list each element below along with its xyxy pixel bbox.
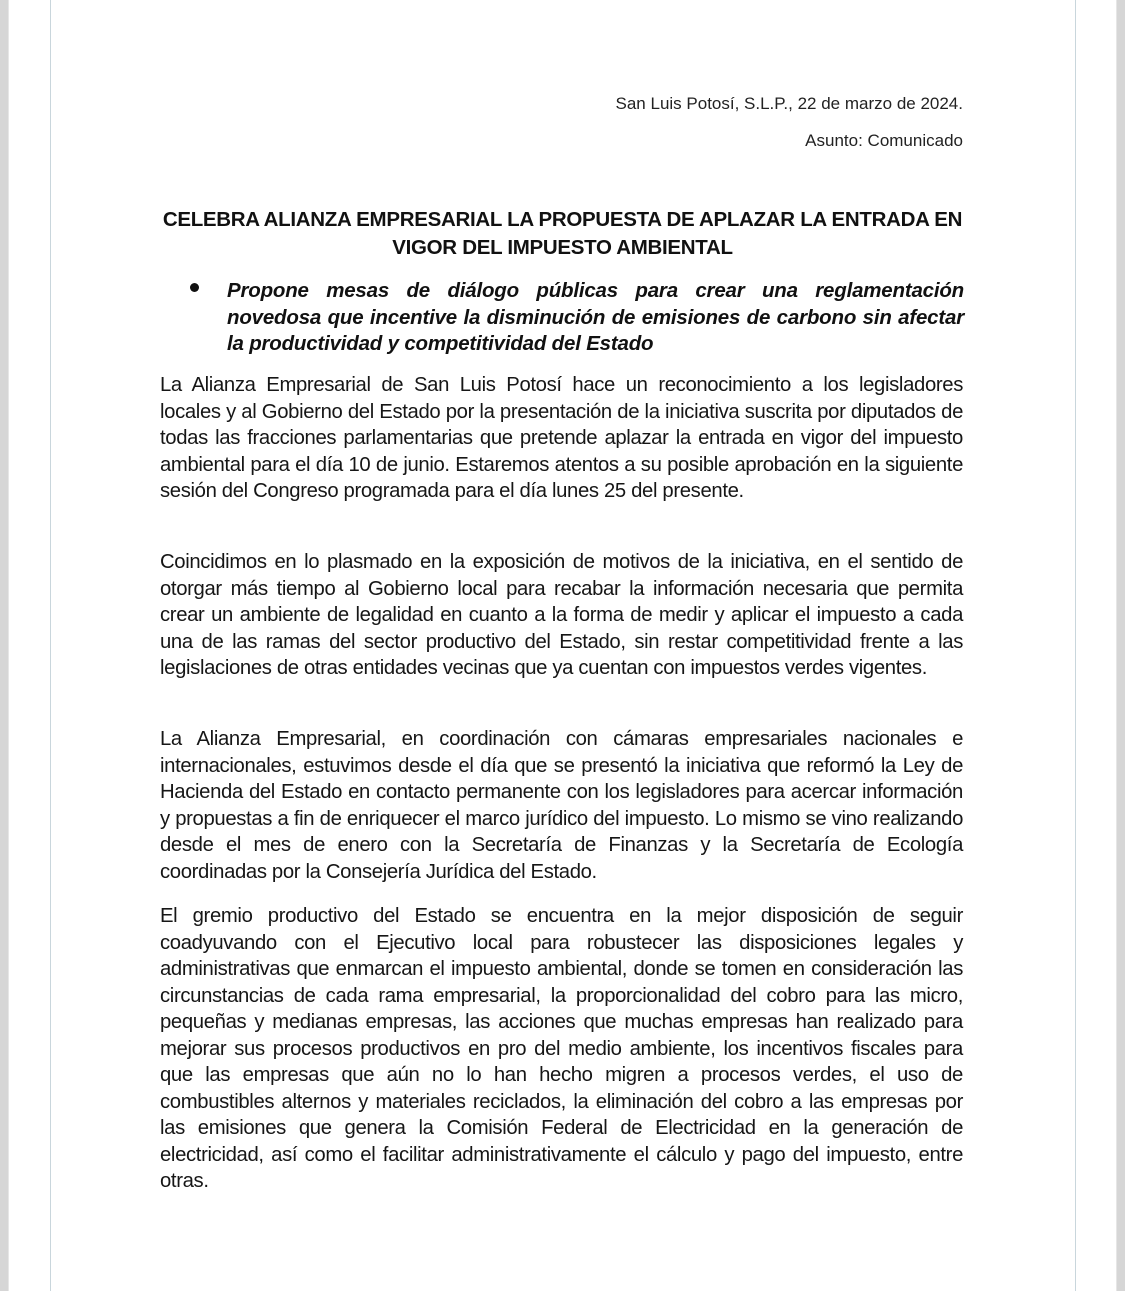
bullet-text: Propone mesas de diálogo públicas para crear una reglamentación novedosa que incentive la disminución de emisiones de carbono sin afectar la productividad y competitividad del Estado [227,279,964,355]
place-and-date: San Luis Potosí, S.L.P., 22 de marzo de 2024. [615,94,963,113]
bullet-dot-icon [190,283,199,292]
document-title: CELEBRA ALIANZA EMPRESARIAL LA PROPUESTA DE APLAZAR LA ENTRADA EN VIGOR DEL IMPUESTO AMBIENTAL [162,208,963,259]
subject-line: Asunto: Comunicado [805,131,963,150]
left-margin-guide [50,0,51,1291]
paragraph-3: La Alianza Empresarial, en coordinación con cámaras empresariales nacionales e internacionales, estuvimos desde el día que se presentó la iniciativa que reformó la Ley de Hacienda del Estado en contacto permanente con los legisladores para acercar información y propuestas a fin de enriquecer el marco jurídico del impuesto. Lo mismo se vino realizando desde el mes de enero con la Secretaría de Finanzas y la Secretaría de Ecología coordinadas por la Consejería Jurídica del Estado. [160,728,963,883]
paragraph-1: La Alianza Empresarial de San Luis Potosí hace un reconocimiento a los legisladores locales y al Gobierno del Estado por la presentación de la iniciativa suscrita por diputados de todas las fracciones parlamentarias que pretende aplazar la entrada en vigor del impuesto ambiental para el día 10 de junio. Estaremos atentos a su posible aprobación en la siguiente sesión del Congreso programada para el día lunes 25 del presente. [160,374,963,502]
right-margin-guide [1075,0,1076,1291]
paragraph-2: Coincidimos en lo plasmado en la exposición de motivos de la iniciativa, en el sentido de otorgar más tiempo al Gobierno local para recabar la información necesaria que permita crear un ambiente de legalidad en cuanto a la forma de medir y aplicar el impuesto a cada una de las ramas del sector productivo del Estado, sin restar competitividad frente a las legislaciones de otras entidades vecinas que ya cuentan con impuestos verdes vigentes. [160,551,963,679]
paragraph-4: El gremio productivo del Estado se encuentra en la mejor disposición de seguir coadyuvando con el Ejecutivo local para robustecer las disposiciones legales y administrativas que enmarcan el impuesto ambiental, donde se tomen en consideración las circunstancias de cada rama empresarial, la proporcionalidad del cobro para las micro, pequeñas y medianas empresas, las acciones que muchas empresas han realizado para mejorar sus procesos productivos en pro del medio ambiente, los incentivos fiscales para que las empresas que aún no lo han hecho migren a procesos verdes, el uso de combustibles alternos y materiales reciclados, la eliminación del cobro a las empresas por las emisiones que genera la Comisión Federal de Electricidad en la generación de electricidad, así como el facilitar administrativamente el cálculo y pago del impuesto, entre otras. [160,905,963,1192]
